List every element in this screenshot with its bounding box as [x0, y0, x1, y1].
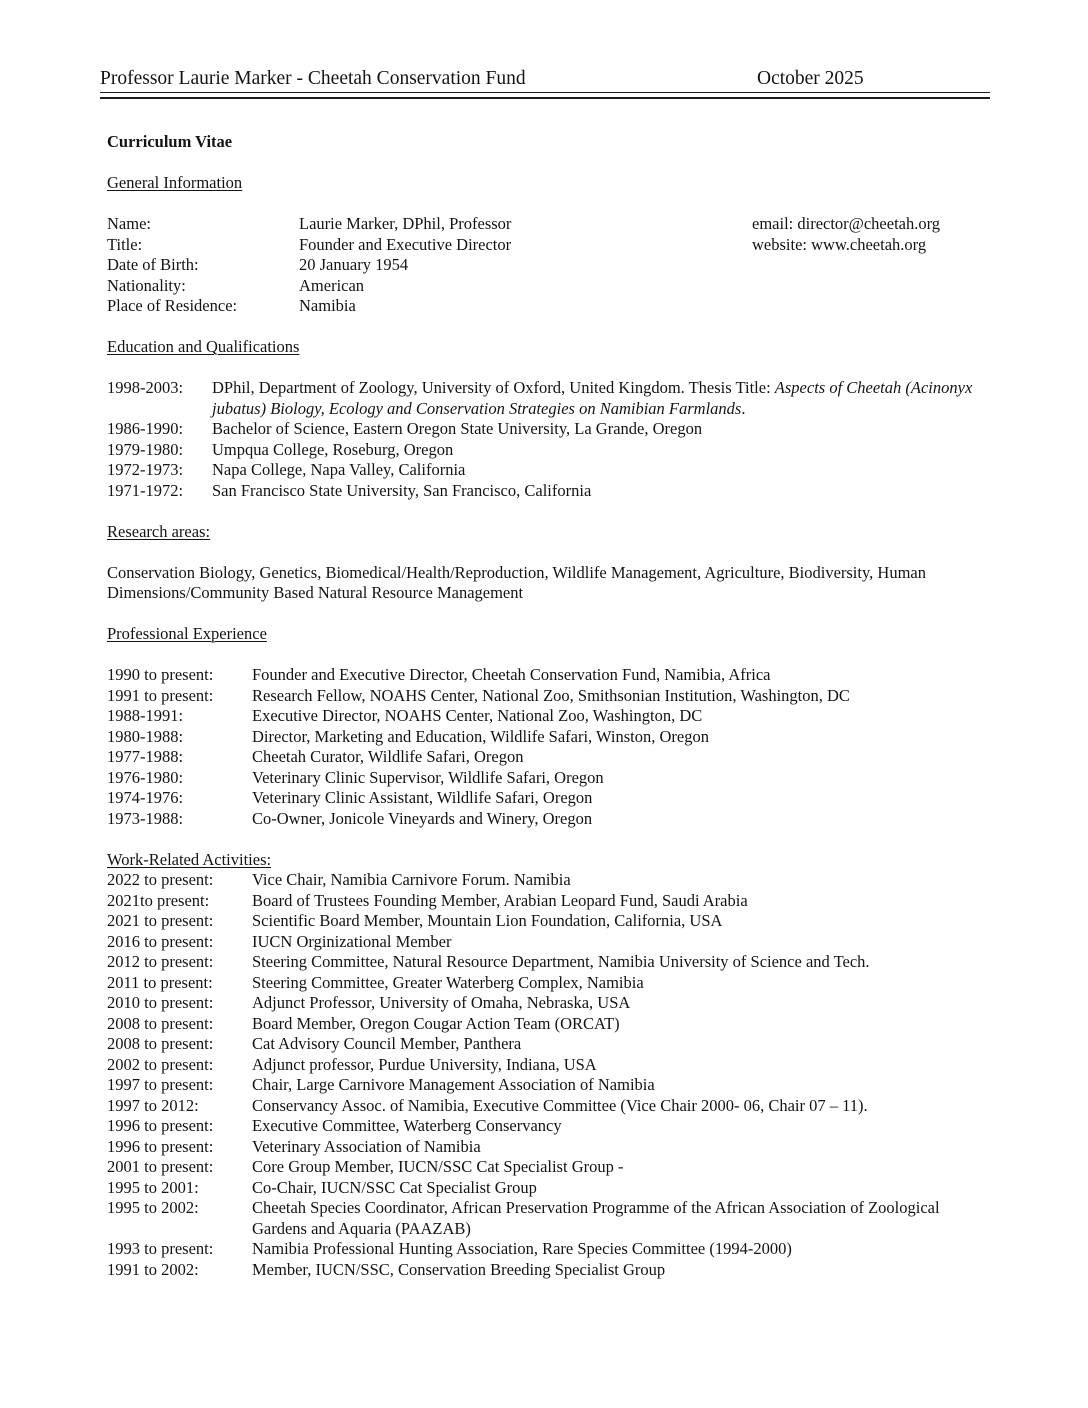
- row-desc: [252, 809, 990, 830]
- row-desc: [252, 973, 990, 994]
- header-date: October 2025: [757, 68, 864, 89]
- info-extra: email: director@cheetah.org: [752, 214, 941, 233]
- row-desc: [252, 706, 990, 727]
- table-row: [107, 809, 990, 830]
- row-date: 1972-1973:: [107, 460, 184, 479]
- table-row: [107, 665, 990, 686]
- row-desc: [252, 747, 990, 768]
- page-header-row: [100, 67, 990, 93]
- section-heading-education-and-qualifications: Education and Qualifications: [107, 337, 300, 356]
- row-date: 1991 to 2002:: [107, 1259, 199, 1279]
- row-desc-text: San Francisco State University, San Francisco, California: [212, 480, 592, 500]
- row-date: 1995 to 2001:: [107, 1177, 199, 1197]
- page-header: [100, 67, 990, 99]
- row-date: 1980-1988:: [107, 726, 184, 746]
- row-date: 2021to present:: [107, 890, 210, 910]
- row-desc-text: Cheetah Species Coordinator, African Preservation Programme of the African Association of Zoological Gardens and Aquaria (PAAZAB): [252, 1198, 940, 1238]
- row-desc-text: Steering Committee, Greater Waterberg Complex, Namibia: [252, 972, 644, 992]
- table-row: [107, 952, 990, 973]
- row-date: 1996 to present:: [107, 1116, 214, 1135]
- row-desc: [252, 768, 990, 789]
- row-desc-text: Napa College, Napa Valley, California: [212, 460, 466, 479]
- section-research-areas: [107, 522, 990, 604]
- row-desc-text: Research Fellow, NOAHS Center, National Zoo, Smithsonian Institution, Washington, DC: [252, 685, 850, 705]
- row-desc: [252, 1260, 990, 1281]
- table-row: [107, 706, 990, 727]
- row-desc: [252, 1239, 990, 1260]
- table-row: [107, 727, 990, 748]
- row-desc-text: Veterinary Association of Namibia: [252, 1136, 481, 1156]
- table-row: [107, 891, 990, 912]
- row-desc: [252, 665, 990, 686]
- info-label: Title:: [107, 234, 143, 254]
- row-desc: [252, 1055, 990, 1076]
- row-desc-text: Adjunct Professor, University of Omaha, Nebraska, USA: [252, 993, 631, 1012]
- section-work-related-activities: [107, 850, 990, 1281]
- row-date: 1997 to present:: [107, 1075, 214, 1094]
- header-author-title: Professor Laurie Marker - Cheetah Conservation Fund: [100, 68, 526, 89]
- table-row: [107, 768, 990, 789]
- table-row: [107, 1075, 990, 1096]
- row-date: 1979-1980:: [107, 439, 184, 459]
- row-date: 1977-1988:: [107, 747, 184, 766]
- row-date: 1991 to present:: [107, 685, 214, 705]
- table-row: [107, 1239, 990, 1260]
- row-desc: [252, 1116, 990, 1137]
- row-desc: [212, 440, 990, 461]
- row-date: 1974-1976:: [107, 788, 184, 807]
- row-date: 2012 to present:: [107, 952, 214, 971]
- document-body: [100, 173, 990, 1280]
- row-desc: [252, 1075, 990, 1096]
- table-row: [107, 378, 990, 419]
- section-heading-research-areas: Research areas:: [107, 521, 211, 541]
- table-row: [107, 747, 990, 768]
- row-desc-text: Bachelor of Science, Eastern Oregon State University, La Grande, Oregon: [212, 419, 703, 438]
- section-heading-work-related-activities: Work-Related Activities:: [107, 849, 272, 869]
- info-row: [107, 235, 990, 256]
- table-row: [107, 973, 990, 994]
- row-desc: [252, 1157, 990, 1178]
- row-desc-text: Director, Marketing and Education, Wildlife Safari, Winston, Oregon: [252, 726, 709, 746]
- row-date: 1988-1991:: [107, 706, 184, 725]
- row-desc: [212, 378, 990, 419]
- table-row: [107, 993, 990, 1014]
- row-desc: [252, 1014, 990, 1035]
- row-desc-text: Umpqua College, Roseburg, Oregon: [212, 439, 454, 459]
- table-row: [107, 481, 990, 502]
- info-row: [107, 255, 990, 276]
- table-row: [107, 686, 990, 707]
- row-desc: [212, 419, 990, 440]
- table-row: [107, 1014, 990, 1035]
- table-row: [107, 788, 990, 809]
- row-desc-text: Vice Chair, Namibia Carnivore Forum. Namibia: [252, 870, 571, 889]
- row-desc-text: Co-Owner, Jonicole Vineyards and Winery, Oregon: [252, 808, 593, 828]
- row-desc: [252, 891, 990, 912]
- info-row: [107, 276, 990, 297]
- row-desc-text: Member, IUCN/SSC, Conservation Breeding Specialist Group: [252, 1259, 666, 1279]
- row-desc: [252, 952, 990, 973]
- row-date: 2008 to present:: [107, 1013, 214, 1033]
- row-date: 1990 to present:: [107, 665, 214, 684]
- row-desc: [252, 932, 990, 953]
- row-date: 2021 to present:: [107, 911, 214, 930]
- row-desc-text: Conservancy Assoc. of Namibia, Executive Committee (Vice Chair 2000- 06, Chair 07 – 11).: [252, 1095, 868, 1115]
- row-date: 2011 to present:: [107, 972, 213, 992]
- row-desc: [252, 686, 990, 707]
- table-row: [107, 440, 990, 461]
- row-desc-text: Executive Committee, Waterberg Conservancy: [252, 1116, 562, 1135]
- section-professional-experience: [107, 624, 990, 829]
- row-desc-text: Cheetah Curator, Wildlife Safari, Oregon: [252, 747, 524, 766]
- section-heading-professional-experience: Professional Experience: [107, 624, 267, 643]
- section-rows-work-related-activities: [107, 870, 990, 1280]
- row-date: 2001 to present:: [107, 1157, 214, 1176]
- table-row: [107, 1157, 990, 1178]
- info-row: [107, 296, 990, 317]
- row-desc-text: Chair, Large Carnivore Management Association of Namibia: [252, 1075, 655, 1094]
- row-desc: [212, 481, 990, 502]
- info-extra: website: www.cheetah.org: [752, 234, 927, 254]
- row-desc-text: Executive Director, NOAHS Center, National Zoo, Washington, DC: [252, 706, 703, 725]
- info-label: Nationality:: [107, 275, 186, 295]
- thesis-title-italic: Aspects of Cheetah (Acinonyx jubatus) Biology, Ecology and Conservation Strategies on Namibian Farmlands: [212, 378, 973, 418]
- row-desc-text: Adjunct professor, Purdue University, Indiana, USA: [252, 1054, 597, 1074]
- info-label: Date of Birth:: [107, 255, 199, 274]
- row-date: 1973-1988:: [107, 808, 184, 828]
- row-desc-text: .: [741, 398, 746, 418]
- table-row: [107, 1116, 990, 1137]
- row-date: 2010 to present:: [107, 993, 214, 1012]
- section-text-research-areas: Conservation Biology, Genetics, Biomedical/Health/Reproduction, Wildlife Management, Agriculture, Biodiversity, Human Dimensions/Community Based Natural Resource Management: [107, 562, 926, 602]
- row-desc: [212, 460, 990, 481]
- info-value: Founder and Executive Director: [299, 234, 512, 254]
- table-row: [107, 1096, 990, 1117]
- info-value: Namibia: [299, 296, 356, 315]
- table-row: [107, 870, 990, 891]
- section-education-and-qualifications: [107, 337, 990, 501]
- section-rows-education-and-qualifications: [107, 378, 990, 501]
- row-desc: [252, 870, 990, 891]
- section-rows-general-information: [107, 214, 990, 317]
- info-value: American: [299, 275, 365, 295]
- row-desc-text: Scientific Board Member, Mountain Lion Foundation, California, USA: [252, 911, 723, 930]
- info-row: [107, 214, 990, 235]
- section-general-information: [107, 173, 990, 317]
- row-desc-text: Core Group Member, IUCN/SSC Cat Specialist Group -: [252, 1157, 624, 1176]
- row-date: 2022 to present:: [107, 870, 214, 889]
- row-date: 2008 to present:: [107, 1034, 214, 1053]
- row-desc: [252, 1034, 990, 1055]
- info-value: 20 January 1954: [299, 255, 409, 274]
- row-desc: [252, 993, 990, 1014]
- info-label: Name:: [107, 214, 151, 233]
- row-desc-text: Cat Advisory Council Member, Panthera: [252, 1034, 522, 1053]
- section-heading-general-information: General Information: [107, 173, 243, 192]
- row-date: 1997 to 2012:: [107, 1095, 199, 1115]
- document-title: Curriculum Vitae: [107, 132, 233, 151]
- row-desc: [252, 1178, 990, 1199]
- row-date: 1995 to 2002:: [107, 1198, 199, 1217]
- table-row: [107, 1198, 990, 1239]
- table-row: [107, 1034, 990, 1055]
- row-desc-text: Board of Trustees Founding Member, Arabian Leopard Fund, Saudi Arabia: [252, 890, 748, 910]
- row-desc-text: Founder and Executive Director, Cheetah Conservation Fund, Namibia, Africa: [252, 665, 771, 684]
- table-row: [107, 460, 990, 481]
- row-desc: [252, 1096, 990, 1117]
- table-row: [107, 419, 990, 440]
- row-desc: [252, 1137, 990, 1158]
- row-desc-text: Veterinary Clinic Assistant, Wildlife Safari, Oregon: [252, 788, 593, 807]
- table-row: [107, 932, 990, 953]
- row-date: 1996 to present:: [107, 1136, 214, 1156]
- row-date: 2002 to present:: [107, 1054, 214, 1074]
- row-desc-text: Veterinary Clinic Supervisor, Wildlife Safari, Oregon: [252, 767, 604, 787]
- row-desc-text: Co-Chair, IUCN/SSC Cat Specialist Group: [252, 1177, 537, 1197]
- section-rows-professional-experience: [107, 665, 990, 829]
- row-desc-text: IUCN Orginizational Member: [252, 931, 452, 951]
- row-desc-text: Steering Committee, Natural Resource Department, Namibia University of Science and Tech.: [252, 952, 870, 971]
- row-desc: [252, 1198, 990, 1239]
- info-value: Laurie Marker, DPhil, Professor: [299, 214, 512, 233]
- row-desc: [252, 788, 990, 809]
- table-row: [107, 911, 990, 932]
- row-date: 2016 to present:: [107, 931, 214, 951]
- info-label: Place of Residence:: [107, 296, 238, 315]
- table-row: [107, 1137, 990, 1158]
- row-desc-text: Namibia Professional Hunting Association, Rare Species Committee (1994-2000): [252, 1239, 792, 1258]
- row-date: 1993 to present:: [107, 1239, 214, 1258]
- row-date: 1986-1990:: [107, 419, 184, 438]
- row-date: 1998-2003:: [107, 378, 184, 397]
- table-row: [107, 1260, 990, 1281]
- table-row: [107, 1055, 990, 1076]
- table-row: [107, 1178, 990, 1199]
- row-date: 1971-1972:: [107, 480, 184, 500]
- row-desc: [252, 911, 990, 932]
- row-desc-text: Board Member, Oregon Cougar Action Team (ORCAT): [252, 1013, 620, 1033]
- row-desc: [252, 727, 990, 748]
- row-date: 1976-1980:: [107, 767, 184, 787]
- row-desc-text: DPhil, Department of Zoology, University of Oxford, United Kingdom. Thesis Title:: [212, 378, 775, 397]
